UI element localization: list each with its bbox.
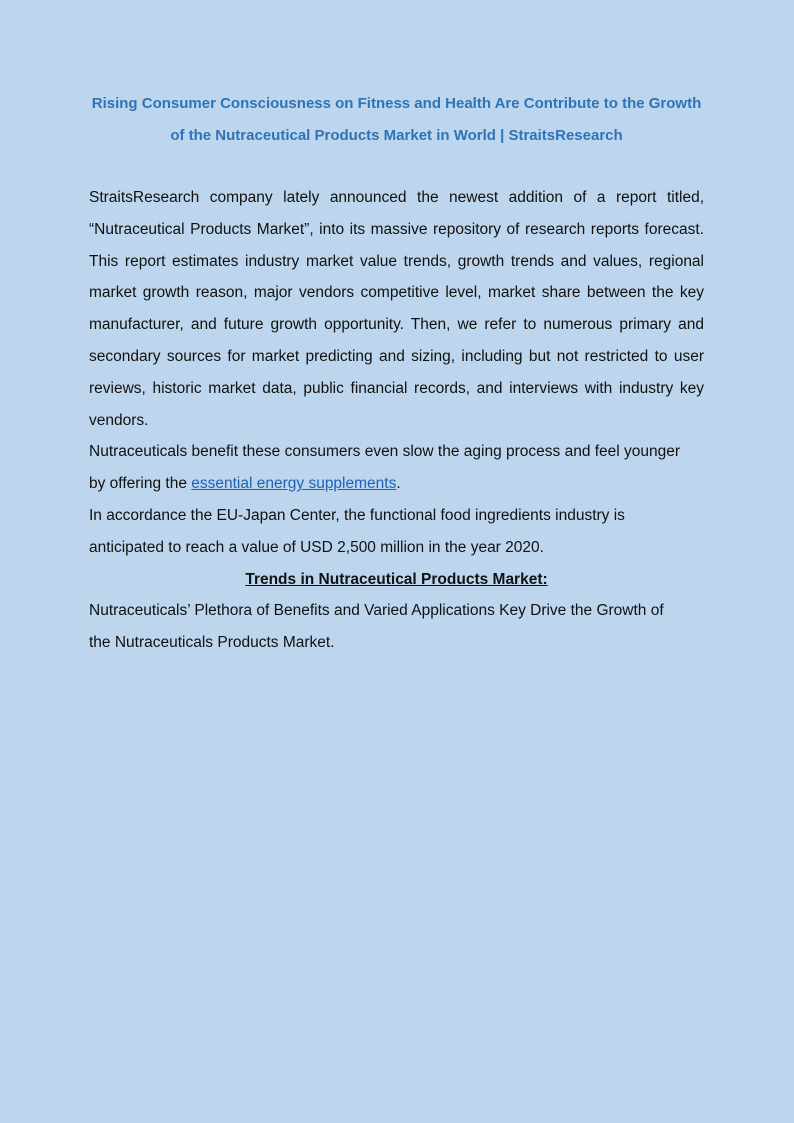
- intro-paragraph: StraitsResearch company lately announced the newest addition of a report titled, “Nutraceutical Products Market”, into its massive repository of research reports forecast. This report estimates industry market value trends, growth trends and values, regional market growth reason, major vendors competitive level, market share between the key manufacturer, and future growth opportunity. Then, we refer to numerous primary and secondary sources for market predicting and sizing, including but not restricted to user reviews, historic market data, public financial records, and interviews with industry key vendors.: [89, 189, 704, 429]
- benefits-suffix: .: [396, 475, 401, 493]
- trends-subheading: Trends in Nutraceutical Products Market:: [245, 570, 548, 588]
- benefits-paragraph: [89, 436, 704, 500]
- trends-paragraph: [89, 595, 704, 659]
- title-line-2: of the Nutraceutical Products Market in World | StraitsResearch: [170, 127, 623, 144]
- eu-japan-line-2: anticipated to reach a value of USD 2,500 million in the year 2020.: [89, 538, 544, 556]
- eu-japan-paragraph: [89, 500, 704, 564]
- title-spacer: [89, 152, 704, 182]
- document-title: [89, 88, 704, 152]
- energy-supplements-link[interactable]: essential energy supplements: [191, 475, 397, 493]
- eu-japan-line-1: In accordance the EU-Japan Center, the functional food ingredients industry is: [89, 506, 625, 524]
- title-line-1: Rising Consumer Consciousness on Fitness and Health Are Contribute to the Growth: [91, 95, 702, 112]
- benefits-prefix: by offering the: [89, 475, 192, 493]
- benefits-line-1: Nutraceuticals benefit these consumers even slow the aging process and feel younger: [89, 443, 681, 461]
- trends-line-1: Nutraceuticals’ Plethora of Benefits and Varied Applications Key Drive the Growth of: [89, 602, 664, 620]
- trends-line-2: the Nutraceuticals Products Market.: [89, 634, 335, 652]
